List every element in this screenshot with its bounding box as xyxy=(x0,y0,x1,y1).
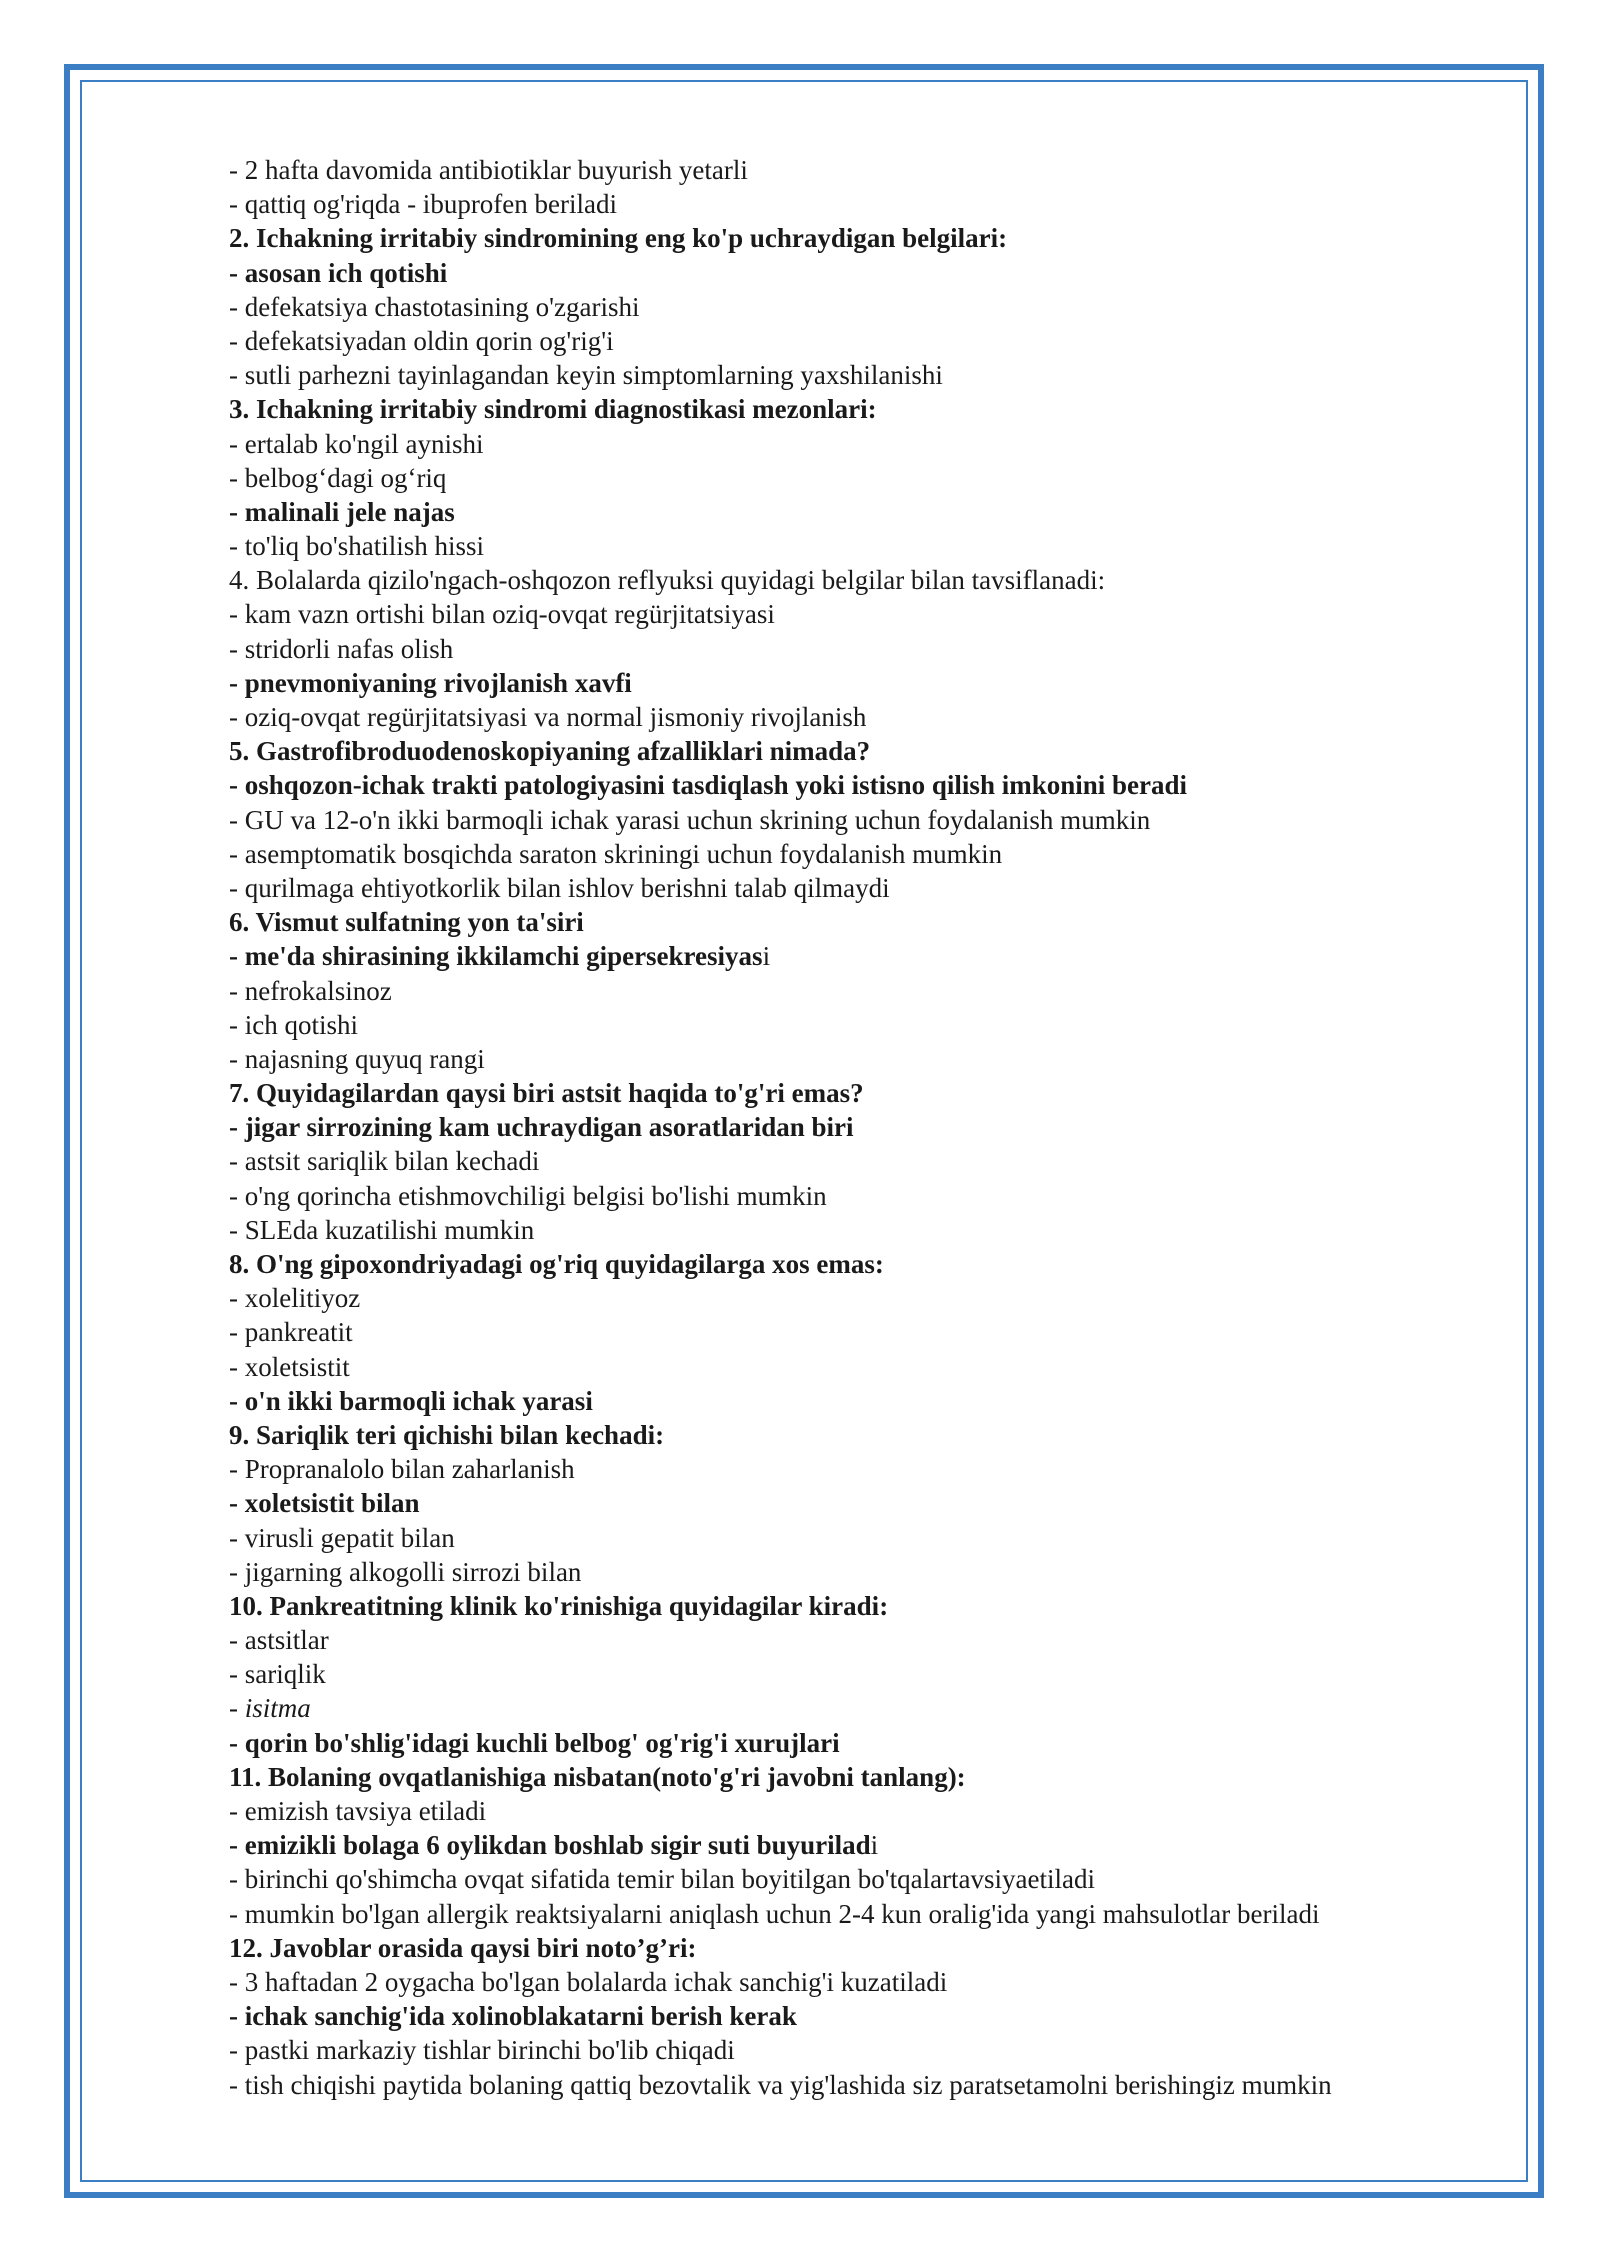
question-heading xyxy=(229,905,1519,939)
answer-option xyxy=(229,2033,1519,2067)
line-text: - asosan ich qotishi xyxy=(229,257,448,288)
line-text: - qattiq og'riqda - ibuprofen beriladi xyxy=(229,189,617,220)
answer-option xyxy=(229,290,1519,324)
answer-option xyxy=(229,1281,1519,1315)
answer-option xyxy=(229,1042,1519,1076)
line-text: - mumkin bo'lgan allergik reaktsiyalarni aniqlash uchun 2-4 kun oralig'ida yangi mahsulotlar beriladi xyxy=(229,1898,1320,1929)
line-text: - xoletsistit bilan xyxy=(229,1488,420,1519)
question-heading xyxy=(229,563,1519,597)
line-text: - malinali jele najas xyxy=(229,496,455,527)
line-text: - sariqlik xyxy=(229,1659,326,1690)
answer-option xyxy=(229,1179,1519,1213)
line-text: - belbog‘dagi og‘riq xyxy=(229,462,447,493)
line-text: - asemptomatik bosqichda saraton skriningi uchun foydalanish mumkin xyxy=(229,838,1003,869)
answer-option xyxy=(229,153,1519,187)
answer-option xyxy=(229,461,1519,495)
line-text: - xoletsistit xyxy=(229,1351,350,1382)
line-text: - emizish tavsiya etiladi xyxy=(229,1796,487,1826)
line-text: 12. Javoblar orasida qaysi biri noto’g’ri: xyxy=(229,1932,697,1963)
answer-option-highlighted xyxy=(229,1486,1519,1520)
answer-option xyxy=(229,803,1519,837)
question-heading xyxy=(229,1418,1519,1452)
answer-option xyxy=(229,871,1519,905)
answer-option xyxy=(229,1008,1519,1042)
line-text: - defekatsiya chastotasining o'zgarishi xyxy=(229,291,640,322)
answer-option xyxy=(229,1794,1519,1828)
answer-option xyxy=(229,632,1519,666)
line-text: 4. Bolalarda qizilo'ngach-oshqozon reflyuksi quyidagi belgilar bilan tavsiflanadi: xyxy=(229,565,1106,596)
answer-option-highlighted xyxy=(229,256,1519,290)
answer-option xyxy=(229,1144,1519,1178)
answer-option-highlighted xyxy=(229,666,1519,700)
line-text: - astsitlar xyxy=(229,1625,329,1656)
line-text: - sutli parhezni tayinlagandan keyin simptomlarning yaxshilanishi xyxy=(229,360,943,391)
line-text: - ich qotishi xyxy=(229,1009,358,1040)
line-text: - nefrokalsinoz xyxy=(229,975,392,1006)
answer-option xyxy=(229,1555,1519,1589)
answer-option xyxy=(229,1315,1519,1349)
line-text: 7. Quyidagilardan qaysi biri astsit haqida to'g'ri emas? xyxy=(229,1078,864,1109)
line-text: - jigarning alkogolli sirrozi bilan xyxy=(229,1556,582,1587)
line-text: - oshqozon-ichak trakti patologiyasini tasdiqlash yoki istisno qilish imkonini beradi xyxy=(229,770,1187,801)
answer-option xyxy=(229,1521,1519,1555)
answer-option xyxy=(229,1213,1519,1247)
line-text: - 2 hafta davomida antibiotiklar buyurish yetarli xyxy=(229,155,748,185)
line-text-tail: i xyxy=(870,1830,879,1861)
answer-option-highlighted xyxy=(229,1384,1519,1418)
question-heading xyxy=(229,1076,1519,1110)
line-text: - tish chiqishi paytida bolaning qattiq bezovtalik va yig'lashida siz paratsetamolni berishingiz mumkin xyxy=(229,2069,1332,2100)
line-text: - virusli gepatit bilan xyxy=(229,1522,455,1553)
line-text: - pankreatit xyxy=(229,1317,353,1348)
line-text: 6. Vismut sulfatning yon ta'siri xyxy=(229,907,584,938)
answer-option-highlighted xyxy=(229,1110,1519,1144)
document-body xyxy=(229,153,1519,2102)
line-text: 10. Pankreatitning klinik ko'rinishiga quyidagilar kiradi: xyxy=(229,1590,889,1621)
answer-option-highlighted xyxy=(229,1828,1519,1862)
line-text: - Propranalolo bilan zaharlanish xyxy=(229,1454,575,1485)
question-heading xyxy=(229,392,1519,426)
answer-option xyxy=(229,324,1519,358)
line-text-tail: i xyxy=(762,941,771,972)
answer-option xyxy=(229,358,1519,392)
line-text: - emizikli bolaga 6 oylikdan boshlab sigir suti buyurilad xyxy=(229,1830,871,1861)
line-text: 2. Ichakning irritabiy sindromining eng ko'p uchraydigan belgilari: xyxy=(229,223,1008,254)
question-heading xyxy=(229,1931,1519,1965)
line-text: - jigar sirrozining kam uchraydigan asoratlaridan biri xyxy=(229,1112,854,1143)
line-text: 5. Gastrofibroduodenoskopiyaning afzalliklari nimada? xyxy=(229,736,871,767)
question-heading xyxy=(229,734,1519,768)
line-text: - birinchi qo'shimcha ovqat sifatida temir bilan boyitilgan bo'tqalartavsiyaetiladi xyxy=(229,1864,1096,1895)
answer-option xyxy=(229,1897,1519,1931)
line-text: - qorin bo'shlig'idagi kuchli belbog' og'rig'i xurujlari xyxy=(229,1727,840,1758)
line-text: - najasning quyuq rangi xyxy=(229,1043,485,1074)
question-heading xyxy=(229,1589,1519,1623)
line-text: - to'liq bo'shatilish hissi xyxy=(229,531,484,562)
line-text: - 3 haftadan 2 oygacha bo'lgan bolalarda ichak sanchig'i kuzatiladi xyxy=(229,1966,948,1997)
line-text: - oziq-ovqat regürjitatsiyasi va normal jismoniy rivojlanish xyxy=(229,702,867,732)
answer-option xyxy=(229,597,1519,631)
line-text: 9. Sariqlik teri qichishi bilan kechadi: xyxy=(229,1419,665,1450)
line-text: - ertalab ko'ngil aynishi xyxy=(229,428,484,459)
answer-option-highlighted xyxy=(229,495,1519,529)
line-text: - stridorli nafas olish xyxy=(229,633,454,664)
answer-option xyxy=(229,1691,1519,1725)
question-heading xyxy=(229,1247,1519,1281)
answer-option xyxy=(229,2068,1519,2102)
line-text: - kam vazn ortishi bilan oziq-ovqat regürjitatsiyasi xyxy=(229,599,775,630)
line-text: - ichak sanchig'ida xolinoblakatarni berish kerak xyxy=(229,2001,797,2032)
answer-option-highlighted xyxy=(229,1726,1519,1760)
line-text: - o'n ikki barmoqli ichak yarasi xyxy=(229,1385,593,1416)
question-heading xyxy=(229,1760,1519,1794)
line-text: - xolelitiyoz xyxy=(229,1283,361,1314)
answer-option xyxy=(229,1452,1519,1486)
answer-option xyxy=(229,1862,1519,1896)
answer-option xyxy=(229,187,1519,221)
answer-option xyxy=(229,837,1519,871)
question-heading xyxy=(229,221,1519,255)
line-text: - pnevmoniyaning rivojlanish xavfi xyxy=(229,667,632,698)
answer-option-highlighted xyxy=(229,939,1519,973)
line-text: 3. Ichakning irritabiy sindromi diagnostikasi mezonlari: xyxy=(229,394,877,425)
answer-option xyxy=(229,427,1519,461)
line-text: - isitma xyxy=(229,1693,311,1724)
answer-option xyxy=(229,1350,1519,1384)
line-text: - defekatsiyadan oldin qorin og'rig'i xyxy=(229,325,614,356)
line-text: - me'da shirasining ikkilamchi gipersekresiyas xyxy=(229,941,763,972)
line-text: - astsit sariqlik bilan kechadi xyxy=(229,1146,540,1177)
line-text: 8. O'ng gipoxondriyadagi og'riq quyidagilarga xos emas: xyxy=(229,1249,884,1279)
answer-option xyxy=(229,1965,1519,1999)
line-text: 11. Bolaning ovqatlanishiga nisbatan(noto'g'ri javobni tanlang): xyxy=(229,1761,966,1792)
answer-option xyxy=(229,974,1519,1008)
line-text: - pastki markaziy tishlar birinchi bo'lib chiqadi xyxy=(229,2035,735,2066)
answer-option-highlighted xyxy=(229,1999,1519,2033)
answer-option xyxy=(229,529,1519,563)
answer-option xyxy=(229,1623,1519,1657)
answer-option xyxy=(229,1657,1519,1691)
line-text: - o'ng qorincha etishmovchiligi belgisi bo'lishi mumkin xyxy=(229,1180,827,1211)
answer-option xyxy=(229,700,1519,734)
answer-option-highlighted xyxy=(229,768,1519,802)
line-text: - qurilmaga ehtiyotkorlik bilan ishlov berishni talab qilmaydi xyxy=(229,872,890,903)
line-text: - SLEda kuzatilishi mumkin xyxy=(229,1214,535,1245)
line-text: - GU va 12-o'n ikki barmoqli ichak yarasi uchun skrining uchun foydalanish mumkin xyxy=(229,804,1151,835)
